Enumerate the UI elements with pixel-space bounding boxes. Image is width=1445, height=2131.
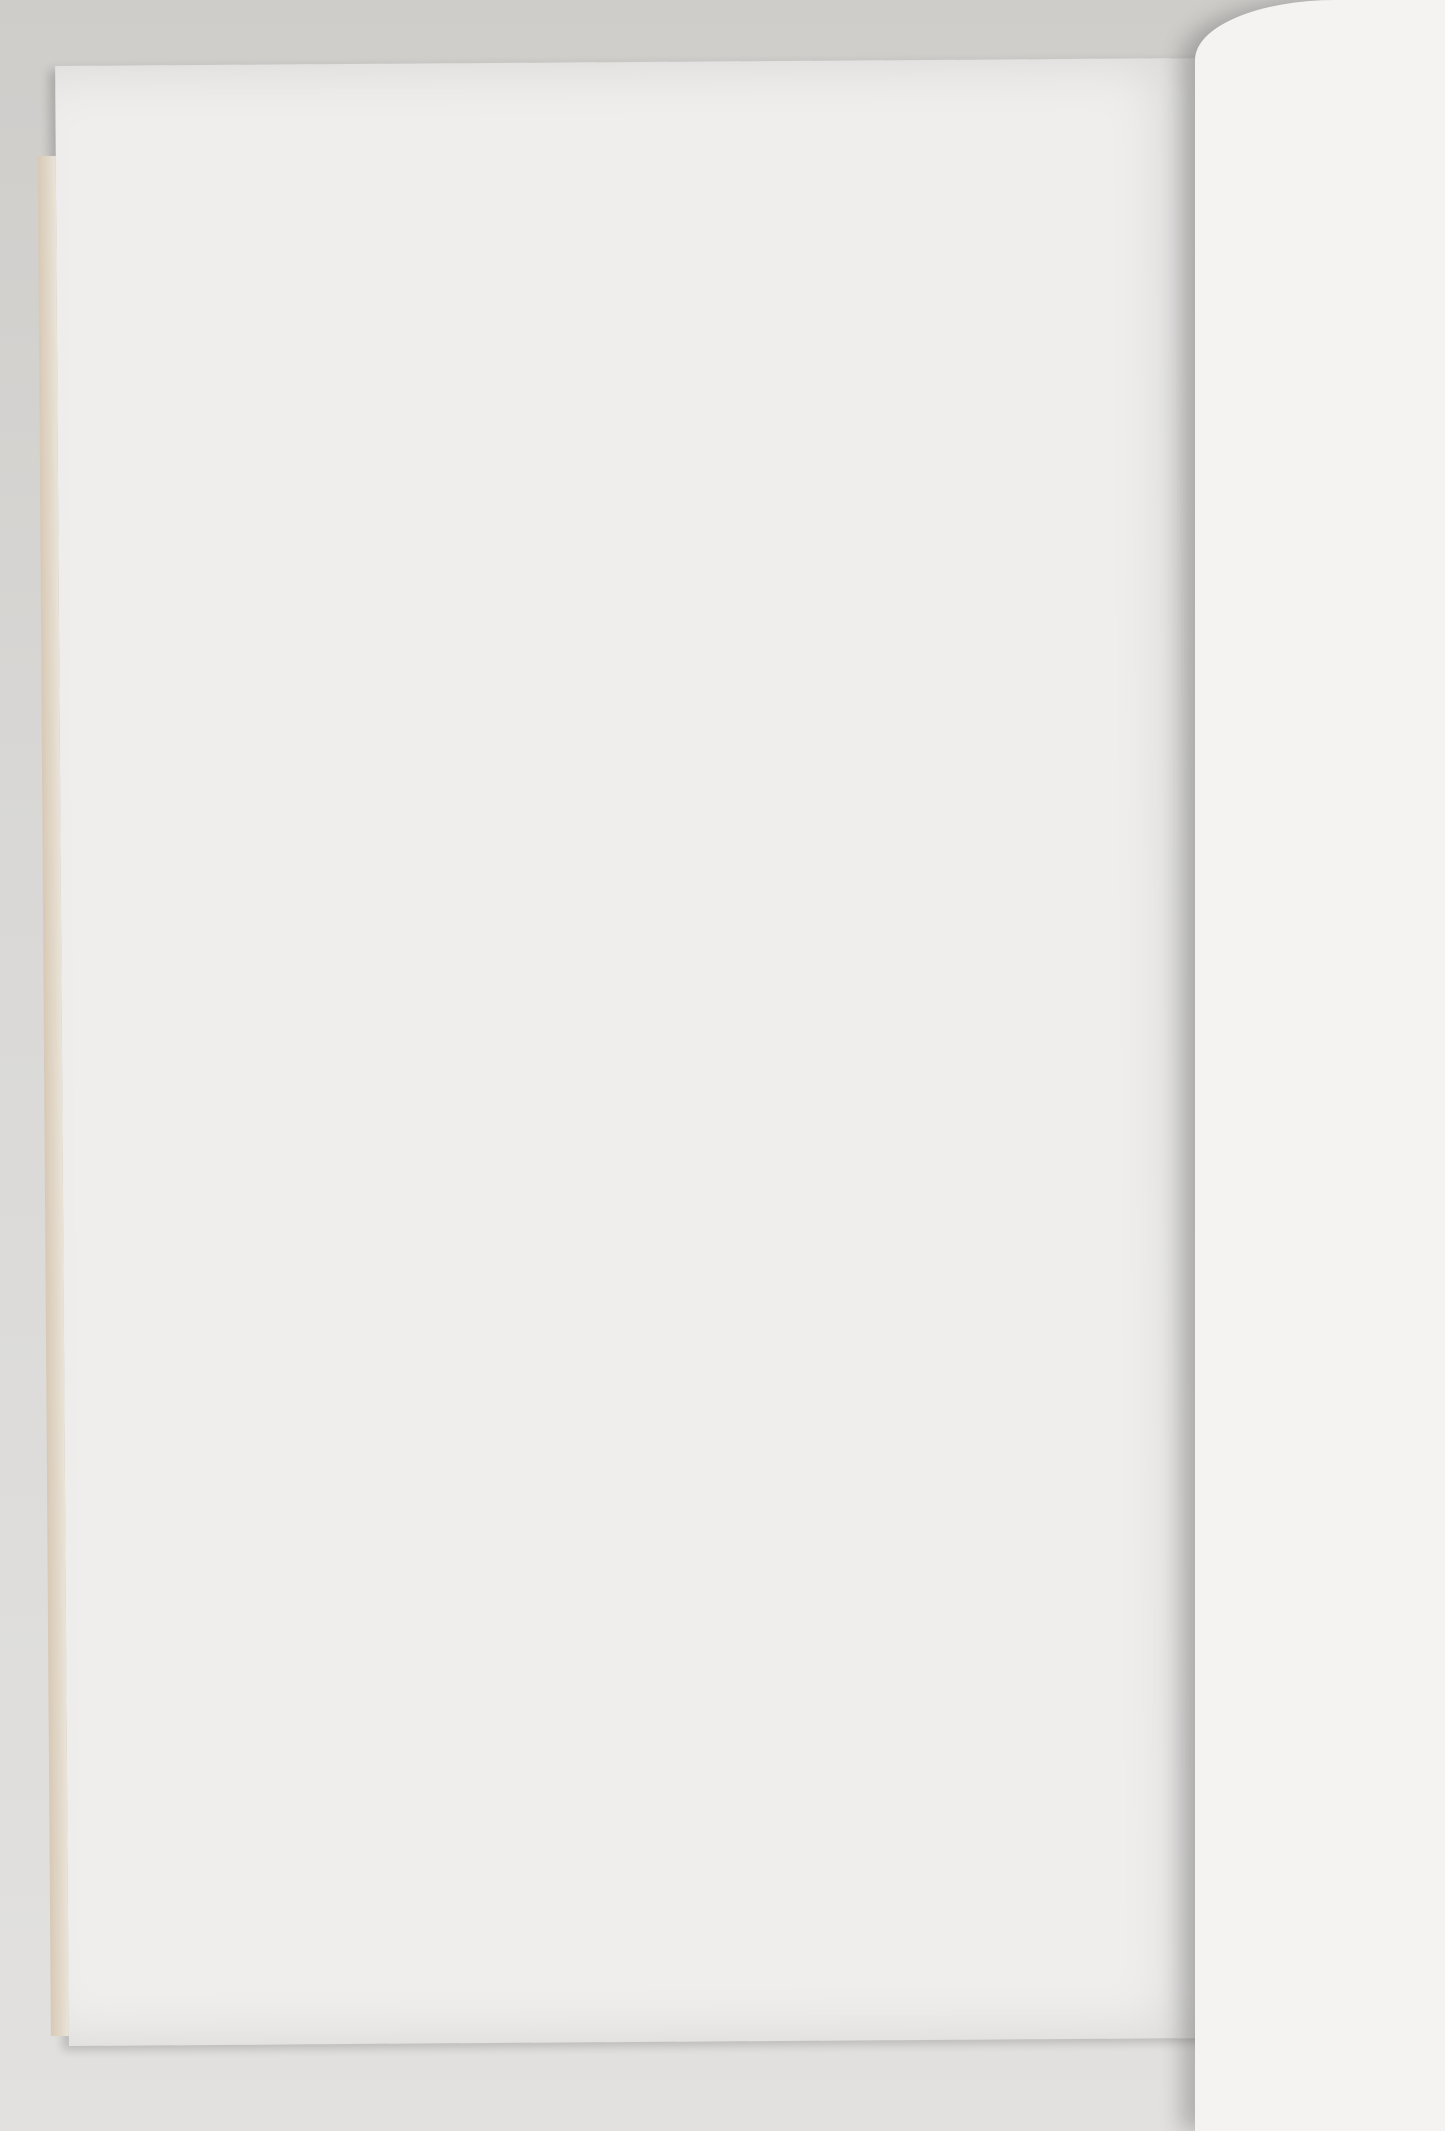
right-page — [1195, 0, 1445, 2131]
left-page-text — [158, 176, 1158, 227]
paragraph-1 — [158, 176, 1158, 183]
scripture-quote-enemies — [276, 220, 1158, 226]
paragraph-4 — [158, 176, 1158, 183]
paragraph-2 — [158, 176, 1158, 183]
section-heading — [158, 220, 1158, 227]
page-number — [68, 1938, 1218, 1946]
right-page-footnotes — [1267, 1640, 1445, 1689]
left-page — [55, 58, 1219, 2046]
scripture-quote-phil-3-17 — [276, 176, 1158, 182]
paragraph-3 — [158, 176, 1158, 183]
right-page-lower-text — [1257, 1026, 1445, 1040]
right-page-top-text — [1225, 33, 1445, 96]
